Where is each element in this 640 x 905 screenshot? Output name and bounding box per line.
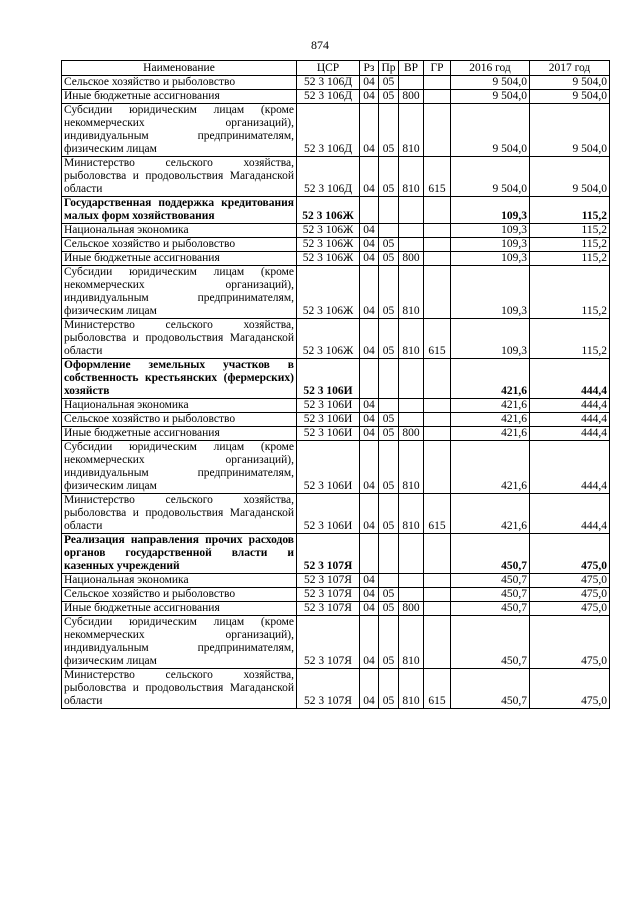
row-pr-cell: [379, 197, 399, 224]
row-gr-cell: [424, 602, 451, 616]
row-vr-cell: [399, 76, 424, 90]
row-2016-cell: 450,7: [451, 669, 530, 709]
row-vr-cell: [399, 588, 424, 602]
row-csr-cell: 52 3 106И: [297, 413, 360, 427]
row-rz-cell: 04: [360, 441, 379, 494]
row-rz-cell: [360, 359, 379, 399]
table-row: [62, 588, 610, 602]
row-name-cell: Министерство сельского хозяйства, рыболовства и продовольствия Магаданской области: [62, 319, 297, 359]
row-csr-cell: 52 3 106Ж: [297, 319, 360, 359]
row-2016-cell: 109,3: [451, 319, 530, 359]
row-csr-cell: 52 3 107Я: [297, 602, 360, 616]
row-name-cell: Сельское хозяйство и рыболовство: [62, 588, 297, 602]
row-vr-cell: [399, 224, 424, 238]
row-csr-cell: 52 3 107Я: [297, 588, 360, 602]
row-name-cell: Иные бюджетные ассигнования: [62, 602, 297, 616]
row-name-cell: Национальная экономика: [62, 399, 297, 413]
header-gr: ГР: [424, 61, 451, 76]
row-pr-cell: 05: [379, 252, 399, 266]
row-csr-cell: 52 3 106Ж: [297, 252, 360, 266]
row-gr-cell: [424, 399, 451, 413]
row-2017-cell: 115,2: [530, 266, 610, 319]
table-row: [62, 252, 610, 266]
row-rz-cell: 04: [360, 252, 379, 266]
row-vr-cell: [399, 574, 424, 588]
row-2016-cell: 9 504,0: [451, 76, 530, 90]
row-vr-cell: 810: [399, 266, 424, 319]
header-vr: ВР: [399, 61, 424, 76]
row-name-cell: Реализация направления прочих расходов органов государственной власти и казенных учреждений: [62, 534, 297, 574]
row-2017-cell: 115,2: [530, 319, 610, 359]
row-2016-cell: 421,6: [451, 494, 530, 534]
header-csr: ЦСР: [297, 61, 360, 76]
row-2016-cell: 109,3: [451, 252, 530, 266]
row-2017-cell: 115,2: [530, 224, 610, 238]
row-pr-cell: 05: [379, 157, 399, 197]
row-vr-cell: [399, 399, 424, 413]
row-name-cell: Субсидии юридическим лицам (кроме некоммерческих организаций), индивидуальным предпринимателям, физическим лицам: [62, 441, 297, 494]
row-gr-cell: [424, 224, 451, 238]
row-csr-cell: 52 3 106И: [297, 399, 360, 413]
table-row: [62, 534, 610, 574]
row-csr-cell: 52 3 106Д: [297, 90, 360, 104]
row-pr-cell: 05: [379, 441, 399, 494]
row-vr-cell: 810: [399, 441, 424, 494]
row-2017-cell: 9 504,0: [530, 157, 610, 197]
row-2016-cell: 421,6: [451, 399, 530, 413]
row-2017-cell: 444,4: [530, 441, 610, 494]
row-csr-cell: 52 3 106И: [297, 441, 360, 494]
page-number: 874: [311, 38, 329, 52]
row-name-cell: Национальная экономика: [62, 574, 297, 588]
row-2017-cell: 444,4: [530, 359, 610, 399]
row-vr-cell: 810: [399, 157, 424, 197]
row-vr-cell: 800: [399, 252, 424, 266]
table-row: [62, 359, 610, 399]
row-pr-cell: 05: [379, 494, 399, 534]
row-csr-cell: 52 3 106Ж: [297, 224, 360, 238]
row-vr-cell: [399, 238, 424, 252]
row-gr-cell: [424, 616, 451, 669]
row-rz-cell: 04: [360, 669, 379, 709]
table-row: [62, 224, 610, 238]
row-rz-cell: [360, 197, 379, 224]
table-row: [62, 669, 610, 709]
row-pr-cell: 05: [379, 413, 399, 427]
table-row: [62, 399, 610, 413]
row-2017-cell: 115,2: [530, 197, 610, 224]
row-vr-cell: 800: [399, 90, 424, 104]
row-vr-cell: [399, 197, 424, 224]
row-name-cell: Государственная поддержка кредитования малых форм хозяйствования: [62, 197, 297, 224]
row-vr-cell: 810: [399, 494, 424, 534]
row-2016-cell: 450,7: [451, 616, 530, 669]
row-gr-cell: [424, 359, 451, 399]
table-row: [62, 494, 610, 534]
row-2017-cell: 475,0: [530, 669, 610, 709]
table-row: [62, 90, 610, 104]
row-gr-cell: 615: [424, 319, 451, 359]
row-name-cell: Субсидии юридическим лицам (кроме некоммерческих организаций), индивидуальным предпринимателям, физическим лицам: [62, 104, 297, 157]
row-2016-cell: 9 504,0: [451, 104, 530, 157]
row-rz-cell: 04: [360, 104, 379, 157]
row-2017-cell: 444,4: [530, 494, 610, 534]
row-2017-cell: 475,0: [530, 534, 610, 574]
row-name-cell: Субсидии юридическим лицам (кроме некоммерческих организаций), индивидуальным предпринимателям, физическим лицам: [62, 616, 297, 669]
table-row: [62, 157, 610, 197]
row-rz-cell: [360, 534, 379, 574]
header-name: Наименование: [62, 61, 297, 76]
row-rz-cell: 04: [360, 574, 379, 588]
table-row: [62, 427, 610, 441]
row-pr-cell: 05: [379, 669, 399, 709]
row-2016-cell: 421,6: [451, 413, 530, 427]
row-gr-cell: [424, 427, 451, 441]
row-rz-cell: 04: [360, 588, 379, 602]
table-row: [62, 413, 610, 427]
row-gr-cell: [424, 104, 451, 157]
row-csr-cell: 52 3 106Ж: [297, 266, 360, 319]
row-csr-cell: 52 3 106Д: [297, 157, 360, 197]
row-vr-cell: 800: [399, 427, 424, 441]
row-csr-cell: 52 3 106И: [297, 427, 360, 441]
row-2017-cell: 115,2: [530, 252, 610, 266]
row-name-cell: Министерство сельского хозяйства, рыболовства и продовольствия Магаданской области: [62, 669, 297, 709]
row-csr-cell: 52 3 106И: [297, 494, 360, 534]
row-2016-cell: 450,7: [451, 534, 530, 574]
row-name-cell: Иные бюджетные ассигнования: [62, 427, 297, 441]
row-gr-cell: [424, 252, 451, 266]
row-pr-cell: [379, 224, 399, 238]
row-csr-cell: 52 3 107Я: [297, 669, 360, 709]
row-2017-cell: 115,2: [530, 238, 610, 252]
row-gr-cell: [424, 197, 451, 224]
row-pr-cell: 05: [379, 238, 399, 252]
row-rz-cell: 04: [360, 238, 379, 252]
row-gr-cell: [424, 90, 451, 104]
row-csr-cell: 52 3 106Д: [297, 104, 360, 157]
row-2017-cell: 9 504,0: [530, 76, 610, 90]
row-rz-cell: 04: [360, 266, 379, 319]
row-pr-cell: 05: [379, 616, 399, 669]
row-name-cell: Иные бюджетные ассигнования: [62, 90, 297, 104]
table-row: [62, 266, 610, 319]
row-rz-cell: 04: [360, 427, 379, 441]
row-2016-cell: 450,7: [451, 574, 530, 588]
row-2016-cell: 109,3: [451, 197, 530, 224]
row-rz-cell: 04: [360, 602, 379, 616]
row-gr-cell: 615: [424, 669, 451, 709]
row-2016-cell: 109,3: [451, 266, 530, 319]
row-pr-cell: 05: [379, 588, 399, 602]
row-name-cell: Министерство сельского хозяйства, рыболовства и продовольствия Магаданской области: [62, 157, 297, 197]
row-pr-cell: 05: [379, 104, 399, 157]
row-name-cell: Иные бюджетные ассигнования: [62, 252, 297, 266]
header-2017: 2017 год: [530, 61, 610, 76]
table-row: [62, 616, 610, 669]
table-body: [62, 76, 610, 709]
row-2017-cell: 444,4: [530, 399, 610, 413]
row-csr-cell: 52 3 107Я: [297, 574, 360, 588]
row-pr-cell: 05: [379, 76, 399, 90]
table-row: [62, 238, 610, 252]
row-rz-cell: 04: [360, 157, 379, 197]
row-2016-cell: 421,6: [451, 359, 530, 399]
header-rz: Рз: [360, 61, 379, 76]
row-2017-cell: 9 504,0: [530, 104, 610, 157]
row-rz-cell: 04: [360, 224, 379, 238]
row-rz-cell: 04: [360, 76, 379, 90]
row-2016-cell: 9 504,0: [451, 90, 530, 104]
row-vr-cell: 810: [399, 669, 424, 709]
row-gr-cell: [424, 238, 451, 252]
row-2016-cell: 421,6: [451, 441, 530, 494]
row-pr-cell: 05: [379, 90, 399, 104]
row-csr-cell: 52 3 106Ж: [297, 197, 360, 224]
row-2017-cell: 475,0: [530, 588, 610, 602]
row-2017-cell: 475,0: [530, 574, 610, 588]
row-rz-cell: 04: [360, 90, 379, 104]
budget-table: [61, 60, 610, 709]
header-2016: 2016 год: [451, 61, 530, 76]
row-2016-cell: 421,6: [451, 427, 530, 441]
row-vr-cell: [399, 413, 424, 427]
row-pr-cell: 05: [379, 427, 399, 441]
row-2016-cell: 109,3: [451, 224, 530, 238]
row-2016-cell: 450,7: [451, 602, 530, 616]
row-gr-cell: 615: [424, 157, 451, 197]
row-pr-cell: [379, 534, 399, 574]
row-2016-cell: 9 504,0: [451, 157, 530, 197]
row-rz-cell: 04: [360, 399, 379, 413]
row-2017-cell: 444,4: [530, 427, 610, 441]
row-2017-cell: 475,0: [530, 616, 610, 669]
row-vr-cell: 810: [399, 104, 424, 157]
table-row: [62, 104, 610, 157]
header-pr: Пр: [379, 61, 399, 76]
row-gr-cell: [424, 441, 451, 494]
row-name-cell: Национальная экономика: [62, 224, 297, 238]
row-2016-cell: 450,7: [451, 588, 530, 602]
row-pr-cell: 05: [379, 602, 399, 616]
row-2017-cell: 475,0: [530, 602, 610, 616]
row-vr-cell: [399, 359, 424, 399]
table-row: [62, 319, 610, 359]
row-pr-cell: [379, 399, 399, 413]
row-name-cell: Оформление земельных участков в собственность крестьянских (фермерских) хозяйств: [62, 359, 297, 399]
table-row: [62, 574, 610, 588]
row-rz-cell: 04: [360, 413, 379, 427]
table-row: [62, 602, 610, 616]
row-gr-cell: [424, 588, 451, 602]
row-csr-cell: 52 3 106Ж: [297, 238, 360, 252]
row-name-cell: Сельское хозяйство и рыболовство: [62, 76, 297, 90]
row-name-cell: Министерство сельского хозяйства, рыболовства и продовольствия Магаданской области: [62, 494, 297, 534]
row-2016-cell: 109,3: [451, 238, 530, 252]
row-csr-cell: 52 3 106И: [297, 359, 360, 399]
table-row: [62, 441, 610, 494]
row-name-cell: Сельское хозяйство и рыболовство: [62, 413, 297, 427]
row-pr-cell: 05: [379, 319, 399, 359]
row-vr-cell: 810: [399, 616, 424, 669]
row-gr-cell: [424, 76, 451, 90]
row-name-cell: Субсидии юридическим лицам (кроме некоммерческих организаций), индивидуальным предпринимателям, физическим лицам: [62, 266, 297, 319]
row-gr-cell: [424, 266, 451, 319]
row-vr-cell: 800: [399, 602, 424, 616]
row-rz-cell: 04: [360, 616, 379, 669]
row-pr-cell: [379, 574, 399, 588]
table-row: [62, 76, 610, 90]
row-2017-cell: 9 504,0: [530, 90, 610, 104]
row-csr-cell: 52 3 106Д: [297, 76, 360, 90]
table-row: [62, 197, 610, 224]
row-gr-cell: 615: [424, 494, 451, 534]
row-csr-cell: 52 3 107Я: [297, 616, 360, 669]
row-name-cell: Сельское хозяйство и рыболовство: [62, 238, 297, 252]
row-gr-cell: [424, 534, 451, 574]
row-rz-cell: 04: [360, 319, 379, 359]
row-2017-cell: 444,4: [530, 413, 610, 427]
row-gr-cell: [424, 574, 451, 588]
table-header-row: [62, 61, 610, 76]
row-vr-cell: 810: [399, 319, 424, 359]
row-csr-cell: 52 3 107Я: [297, 534, 360, 574]
row-pr-cell: 05: [379, 266, 399, 319]
row-rz-cell: 04: [360, 494, 379, 534]
row-vr-cell: [399, 534, 424, 574]
row-gr-cell: [424, 413, 451, 427]
row-pr-cell: [379, 359, 399, 399]
